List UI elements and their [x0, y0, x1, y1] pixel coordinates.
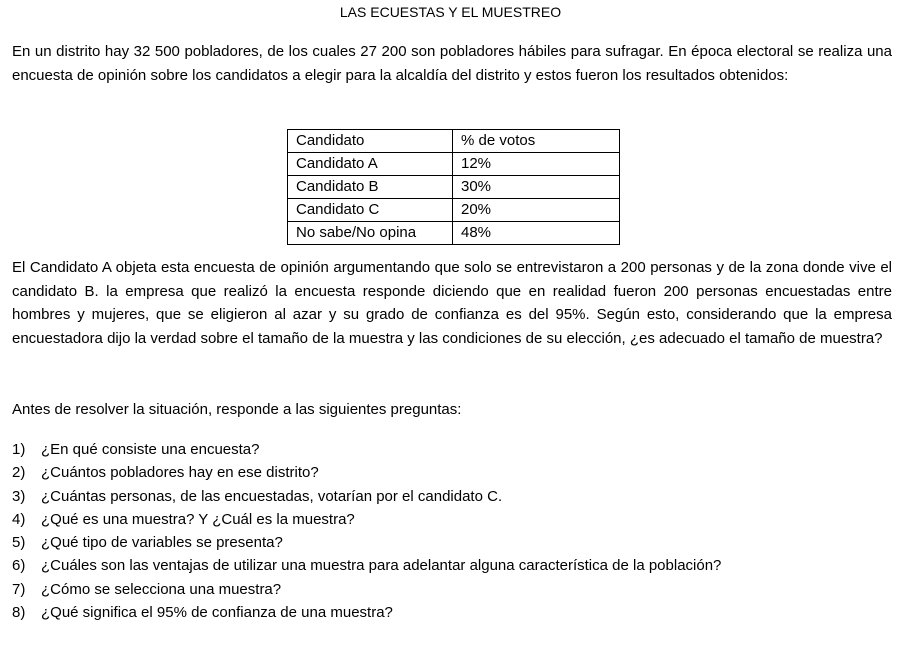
table-cell-candidate: Candidato C: [288, 199, 453, 222]
question-text: ¿Qué tipo de variables se presenta?: [41, 534, 283, 552]
table-row: [288, 153, 620, 176]
list-item: [12, 531, 721, 554]
document-title: LAS ECUESTAS Y EL MUESTREO: [339, 4, 562, 20]
question-text: ¿Cuáles son las ventajas de utilizar una muestra para adelantar alguna característica de la población?: [41, 557, 722, 575]
question-number: 6): [12, 557, 26, 575]
table-cell-percent: 20%: [453, 199, 620, 222]
question-number: 1): [12, 441, 26, 458]
question-number: 5): [12, 534, 26, 552]
question-number: 2): [12, 464, 26, 482]
list-item: [12, 461, 721, 484]
table-header-cell: % de votos: [453, 130, 620, 153]
prompt-paragraph: Antes de resolver la situación, responde a las siguientes preguntas:: [12, 401, 462, 418]
list-item: [12, 578, 721, 601]
question-number: 4): [12, 510, 26, 528]
list-item: [12, 485, 721, 508]
situation-paragraph: El Candidato A objeta esta encuesta de opinión argumentando que solo se entrevistaron a 200 personas y de la zona donde vive el candidato B. la empresa que realizó la encuesta responde diciendo que en realidad fueron 200 personas encuestadas entre hombres y mujeres, que se eligieron al azar y su grado de confianza es del 95%. Según esto, considerando que la empresa encuestadora dijo la verdad sobre el tamaño de la muestra y las condiciones de su elección, ¿es adecuado el tamaño de muestra?: [12, 259, 892, 347]
table-row: [288, 222, 620, 245]
list-item: [12, 438, 721, 461]
list-item: [12, 554, 721, 577]
table-cell-candidate: Candidato B: [288, 176, 453, 199]
votes-table: [287, 129, 620, 245]
question-text: ¿Cuántas personas, de las encuestadas, votarían por el candidato C.: [41, 487, 503, 505]
question-text: ¿Cuántos pobladores hay en ese distrito?: [41, 464, 319, 482]
question-number: 3): [12, 487, 26, 505]
question-number: 8): [12, 604, 26, 622]
table-cell-percent: 30%: [453, 176, 620, 199]
list-item: [12, 601, 721, 624]
table-row: [288, 176, 620, 199]
question-text: ¿Qué significa el 95% de confianza de una muestra?: [41, 604, 393, 622]
table-cell-candidate: Candidato A: [288, 153, 453, 176]
table-header-row: [288, 130, 620, 153]
table-cell-percent: 12%: [453, 153, 620, 176]
table-cell-candidate: No sabe/No opina: [288, 222, 453, 245]
question-text: ¿En qué consiste una encuesta?: [41, 441, 260, 458]
questions-list: [12, 438, 721, 624]
intro-paragraph: En un distrito hay 32 500 pobladores, de los cuales 27 200 son pobladores hábiles para sufragar. En época electoral se realiza una encuesta de opinión sobre los candidatos a elegir para la alcaldía del distrito y estos fueron los resultados obtenidos:: [12, 43, 892, 84]
table-cell-percent: 48%: [453, 222, 620, 245]
question-number: 7): [12, 580, 26, 598]
question-text: ¿Cómo se selecciona una muestra?: [41, 580, 282, 598]
table-header-cell: Candidato: [288, 130, 453, 153]
question-text: ¿Qué es una muestra? Y ¿Cuál es la muestra?: [41, 510, 355, 528]
list-item: [12, 508, 721, 531]
table-row: [288, 199, 620, 222]
